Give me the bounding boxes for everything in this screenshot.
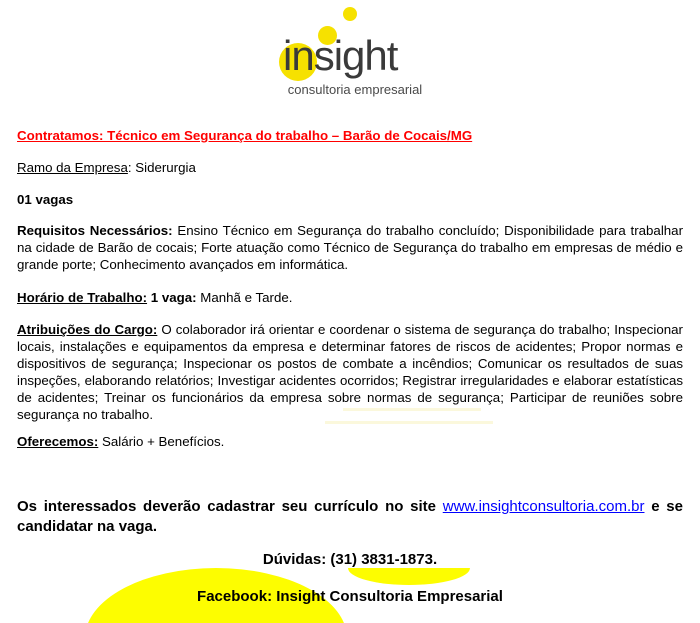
apply-instructions-after: e se candidatar na vaga. <box>17 498 683 535</box>
requirements-text: Ensino Técnico em Segurança do trabalho concluído; Disponibilidade para trabalhar na cidade de Barão de cocais; Forte atuação como Técnico de Segurança do trabalho em empresas de médio e grande porte; Conhecimento avançados em informática. <box>17 223 683 272</box>
company-sector-label: Ramo da Empresa <box>17 160 128 175</box>
duties-label: Atribuições do Cargo: <box>17 322 158 337</box>
work-schedule-line <box>17 289 683 306</box>
requirements-paragraph <box>17 222 683 273</box>
offer-text: Salário + Benefícios. <box>98 434 225 449</box>
work-schedule-text: Manhã e Tarde. <box>196 290 293 305</box>
vacancies-count: 01 vagas <box>17 192 74 207</box>
duties-paragraph <box>17 321 683 423</box>
contact-phone: Dúvidas: (31) 3831-1873. <box>262 551 438 568</box>
offer-label: Oferecemos: <box>17 434 99 449</box>
offer-line <box>17 433 683 450</box>
requirements-label: Requisitos Necessários: <box>17 223 173 238</box>
logo-small-circle-icon <box>343 7 357 21</box>
brand-tagline: consultoria empresarial <box>287 82 423 97</box>
brand-name: insight <box>283 32 398 79</box>
company-sector-value: : Siderurgia <box>127 160 196 175</box>
job-headline: Contratamos: Técnico em Segurança do trabalho – Barão de Cocais/MG <box>17 128 473 143</box>
company-sector-line <box>17 159 683 176</box>
apply-instructions <box>17 497 683 537</box>
duties-text: O colaborador irá orientar e coordenar o sistema de segurança do trabalho; Inspecionar locais, instalações e equipamentos da empresa e determinar fatores de riscos de acidentes; Propor normas e dispositivos de segurança; Inspecionar os postos de combate a incêndios; Comunicar os resultados de suas inspeções, elaborando relatórios; Investigar acidentes ocorridos; Registrar irregularidades e elaborar estatísticas de acidentes; Treinar os funcionários da empresa sobre normas de segurança; Participar de reuniões sobre segurança no trabalho. <box>17 322 683 422</box>
logo <box>0 0 700 100</box>
work-schedule-vacancy: 1 vaga: <box>147 290 197 305</box>
job-posting-body <box>0 127 700 606</box>
work-schedule-label: Horário de Trabalho: <box>17 290 148 305</box>
apply-instructions-before: Os interessados deverão cadastrar seu currículo no site <box>17 498 443 515</box>
website-link[interactable]: www.insightconsultoria.com.br <box>442 498 645 515</box>
facebook-line: Facebook: Insight Consultoria Empresarial <box>197 588 503 605</box>
